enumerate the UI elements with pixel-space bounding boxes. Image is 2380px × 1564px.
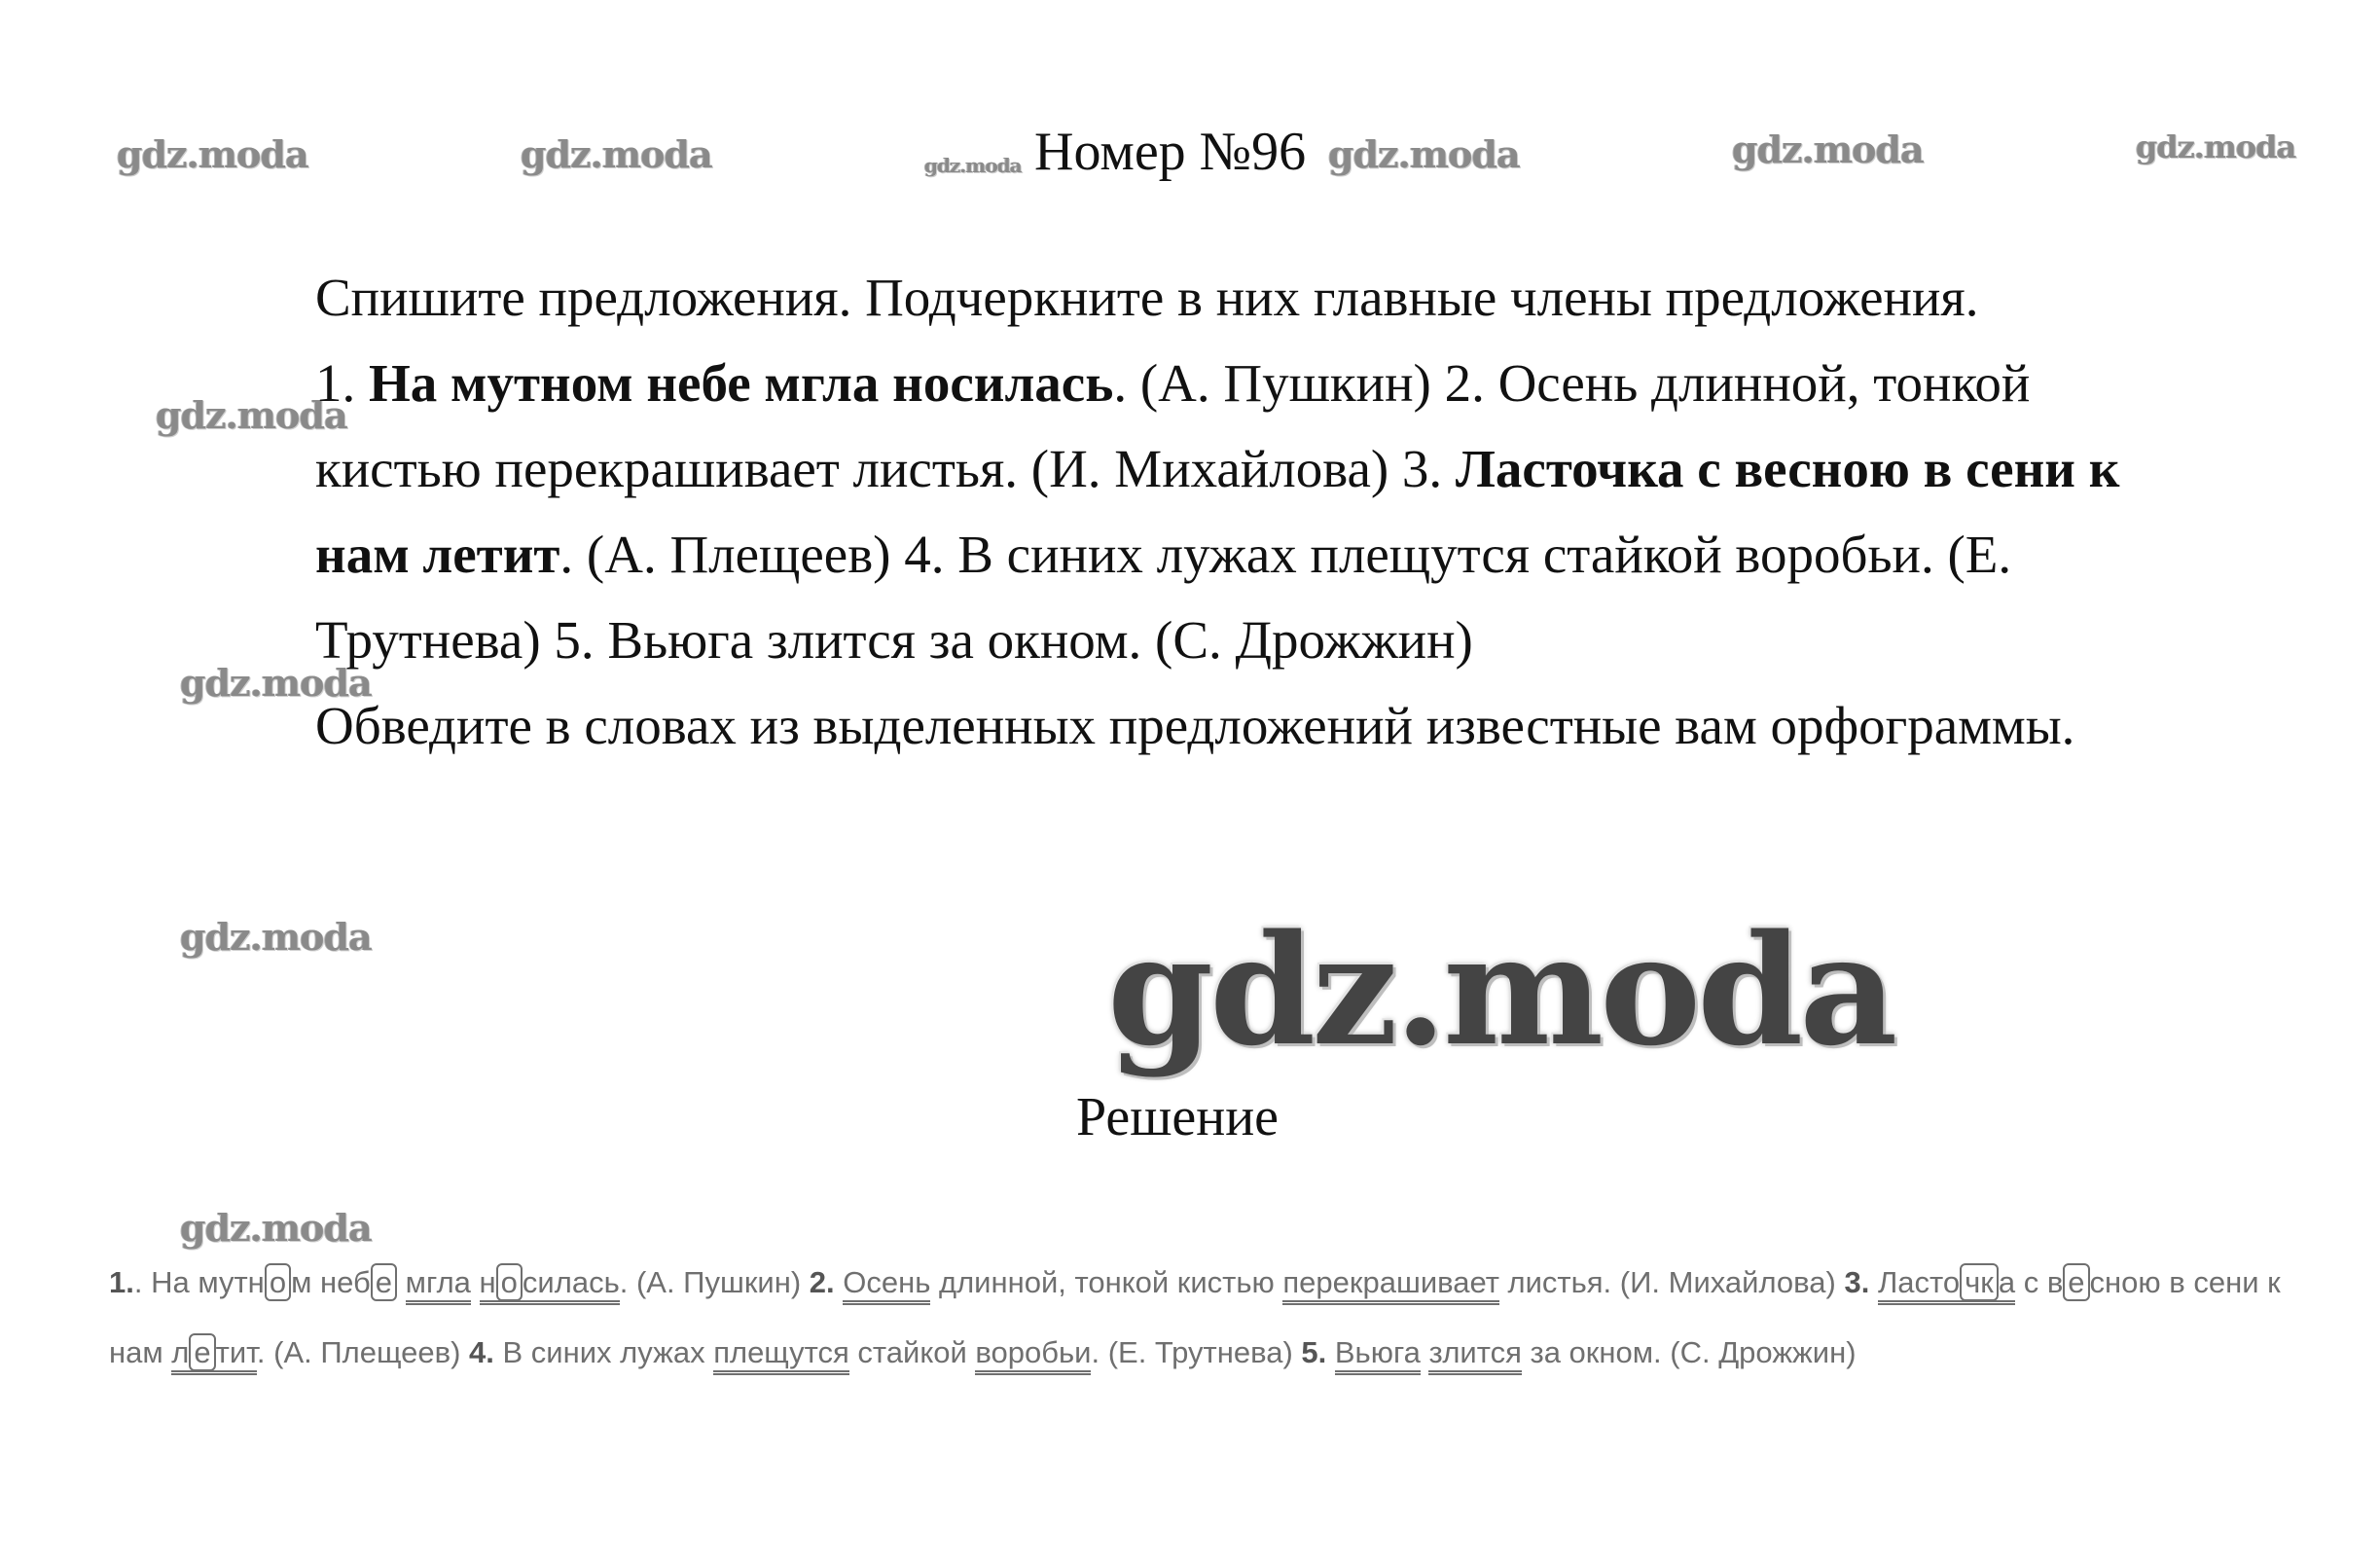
orthogram-box: е (2063, 1263, 2089, 1301)
exercise-title: Номер №96 (1034, 122, 1307, 182)
task-text (315, 255, 2125, 769)
highlighted-sentence: Ласточка с весною в сени к нам летит (315, 439, 2120, 584)
orthogram-box: е (189, 1333, 215, 1371)
watermark-large: gdz.moda (1107, 901, 1894, 1079)
watermark: gdz.moda (924, 154, 1022, 177)
watermark: gdz.moda (156, 393, 347, 437)
task-second-instruction: Обведите в словах из выделенных предложений известные вам орфограммы. (315, 696, 2075, 755)
orthogram-box: чк (1960, 1263, 1999, 1301)
task-sentences: 1. На мутном небе мгла носилась. (А. Пушкин) 2. Осень длинной, тонкой кистью перекрашивает листья. (И. Михайлова) 3. Ласточка с весною в сени к нам летит. (А. Плещеев) 4. В синих лужах плещутся стайкой воробьи. (Е. Трутнева) 5. Вьюга злится за окном. (С. Дрожжин) (315, 353, 2120, 670)
watermark: gdz.moda (180, 915, 372, 959)
predicate-underline: Ласто чк а (1878, 1265, 2015, 1305)
predicate-underline: н о силась (480, 1265, 620, 1305)
orthogram-box: е (371, 1263, 397, 1301)
predicate-underline: Осень (843, 1265, 930, 1305)
solution-heading: Решение (1076, 1087, 1280, 1147)
predicate-underline: мгла (406, 1265, 471, 1305)
orthogram-box: о (496, 1263, 523, 1301)
solution-answer: 1.. На мутн о м неб е мгла н о силась. (А. Пушкин) 2. Осень длинной, тонкой кистью перекрашивает листья. (И. Михайлова) 3. Ласто чк а с в е сною в сени к нам л е тит. (А. Плещеев) 4. В синих лужах плещутся стайкой воробьи. (Е. Трутнева) 5. Вьюга злится за окном. (С. Дрожжин) (109, 1248, 2308, 1388)
watermark: gdz.moda (180, 661, 372, 705)
watermark: gdz.moda (117, 132, 308, 176)
watermark: gdz.moda (521, 132, 712, 176)
predicate-underline: Вьюга (1335, 1335, 1421, 1375)
orthogram-box: о (265, 1263, 291, 1301)
predicate-underline: перекрашивает (1282, 1265, 1499, 1305)
watermark: gdz.moda (180, 1206, 372, 1250)
predicate-underline: воробьи (975, 1335, 1091, 1375)
watermark: gdz.moda (2136, 128, 2296, 165)
task-instruction: Спишите предложения. Подчеркните в них главные члены предложения. (315, 268, 1979, 327)
highlighted-sentence: На мутном небе мгла носилась (369, 353, 1114, 413)
predicate-underline: л е тит (171, 1335, 257, 1375)
predicate-underline: плещутся (713, 1335, 849, 1375)
watermark: gdz.moda (1328, 132, 1520, 176)
predicate-underline: злится (1428, 1335, 1521, 1375)
watermark: gdz.moda (1732, 127, 1924, 171)
